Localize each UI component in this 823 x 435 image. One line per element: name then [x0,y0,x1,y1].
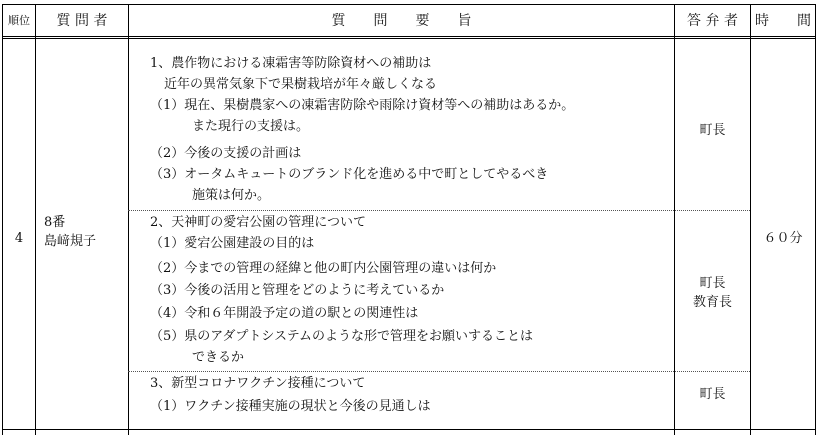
table-border-right [815,4,816,435]
topic-line: 近年の異常気象下で果樹栽培が年々厳しくなる [164,77,438,92]
topic-line: （1）現在、果樹農家への凍霜害防除や雨除け資材等への補助はあるか。 [150,98,575,113]
respondent-name: 町長 [699,123,726,138]
header-respondent: 答 弁 者 [687,13,738,29]
header-rank: 順位 [8,14,30,27]
topic-line: （1）ワクチン接種実施の現状と今後の見通しは [150,399,431,414]
topic-line: （2）今までの管理の経緯と他の町内公園管理の違いは何か [150,261,497,276]
topic-line: （4）令和６年開設予定の道の駅との関連性は [150,306,419,321]
topic-separator [128,371,750,372]
questioner-name: 島﨑規子 [44,234,97,249]
topic-heading: 1、農作物における凍霜害等防除資材への補助は [150,56,432,71]
rank-value: 4 [14,231,24,246]
time-value: ６０分 [763,231,803,246]
topic-line: また現行の支援は。 [192,119,310,134]
column-divider [750,4,751,435]
header-time: 時 間 [755,13,811,29]
respondent-name: 町長 [699,387,726,402]
respondent-name: 町長 [699,276,726,291]
topic-line: （5）県のアダプトシステムのような形で管理をお願いすることは [150,329,534,344]
topic-line: （3）オータムキュートのブランド化を進める中で町としてやるべき [150,167,549,182]
topic-heading: 2、天神町の愛宕公園の管理について [150,215,367,230]
header-bottom-rule [2,38,816,39]
table-bottom-rule [2,429,816,430]
topic-line: できるか [192,350,245,365]
topic-line: （1）愛宕公園建設の目的は [150,236,315,251]
header-summary: 質 問 要 旨 [331,13,472,29]
header-questioner: 質 問 者 [56,13,108,29]
topic-heading: 3、新型コロナワクチン接種について [150,376,366,391]
header-bottom-rule [2,36,816,37]
topic-line: （2）今後の支援の計画は [150,146,302,161]
topic-line: 施策は何か。 [192,188,271,203]
column-divider [35,4,36,435]
table-border-left [2,4,3,435]
respondent-name: 教育長 [692,295,732,310]
topic-line: （3）今後の活用と管理をどのように考えているか [150,283,445,298]
questioner-number: 8番 [44,215,66,230]
topic-separator [128,210,750,211]
